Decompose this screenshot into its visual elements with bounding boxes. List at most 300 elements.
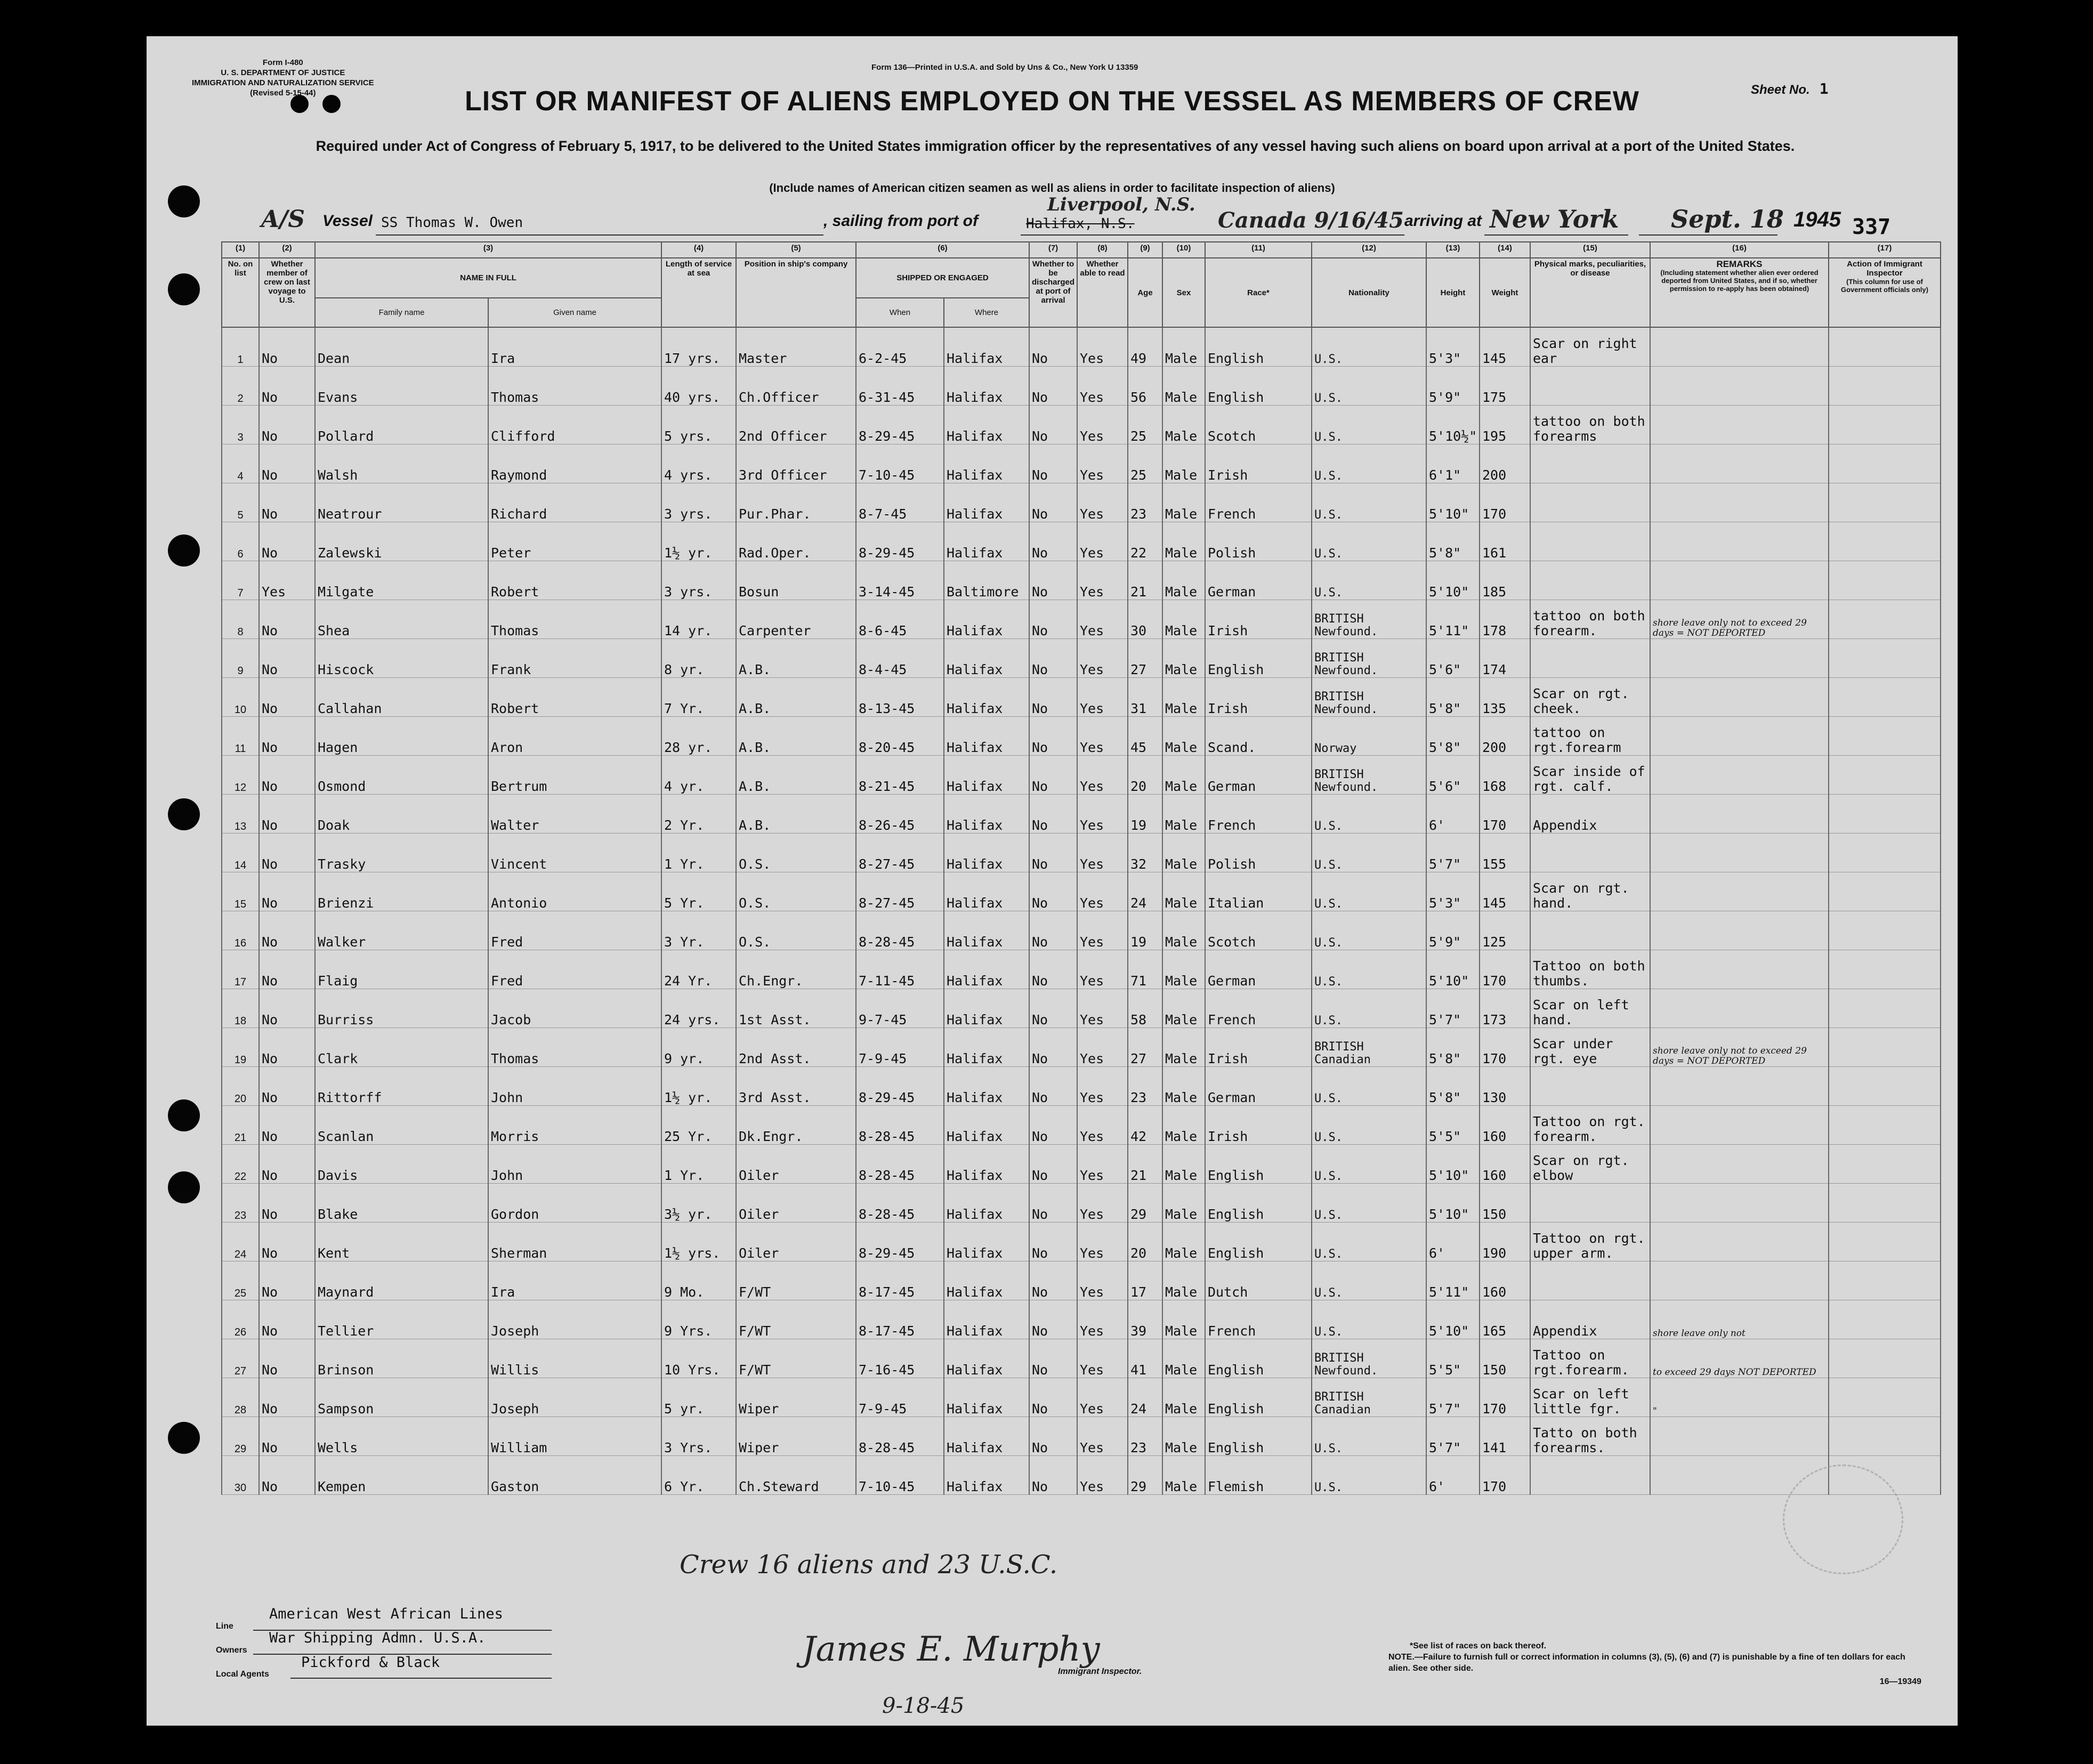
sex-cell: Male [1162, 1145, 1205, 1184]
discharged-cell: No [1029, 911, 1077, 950]
weight-cell: 170 [1480, 1456, 1530, 1495]
weight-cell: 170 [1480, 1028, 1530, 1067]
last-voyage-cell: No [259, 795, 315, 834]
owners-value: War Shipping Admn. U.S.A. [269, 1630, 486, 1646]
given-name-cell: Sherman [488, 1223, 661, 1261]
weight-cell: 190 [1480, 1223, 1530, 1261]
row-number: 22 [222, 1145, 259, 1184]
service-cell: 5 Yr. [661, 872, 736, 911]
remarks-cell [1650, 483, 1829, 522]
given-name-cell: William [488, 1417, 661, 1456]
position-cell: Bosun [736, 561, 856, 600]
nationality-cell: BRITISH Newfound. [1312, 1339, 1426, 1378]
weight-cell: 141 [1480, 1417, 1530, 1456]
nationality-cell: U.S. [1312, 367, 1426, 406]
race-cell: Irish [1205, 600, 1312, 639]
discharged-cell: No [1029, 717, 1077, 756]
race-cell: German [1205, 950, 1312, 989]
given-name-cell: John [488, 1067, 661, 1106]
race-cell: German [1205, 561, 1312, 600]
sex-cell: Male [1162, 1067, 1205, 1106]
able-to-read-cell: Yes [1077, 1456, 1128, 1495]
service-cell: 25 Yr. [661, 1106, 736, 1145]
table-row [222, 834, 1941, 872]
shipped-when-cell: 3-14-45 [856, 561, 944, 600]
weight-cell: 165 [1480, 1300, 1530, 1339]
row-number: 16 [222, 911, 259, 950]
remarks-cell [1650, 444, 1829, 483]
race-cell: English [1205, 1417, 1312, 1456]
sex-cell: Male [1162, 834, 1205, 872]
weight-cell: 174 [1480, 639, 1530, 678]
family-name-cell: Blake [315, 1184, 488, 1223]
height-cell: 5'11" [1426, 1261, 1480, 1300]
table-row [222, 600, 1941, 639]
age-cell: 25 [1128, 444, 1162, 483]
vessel-name: SS Thomas W. Owen [381, 215, 523, 231]
document-subtitle: Required under Act of Congress of February 5, 1917, to be delivered to the United States immigration officer by the representatives of any vessel having such aliens on board upon arrival at a port of the United States. [316, 138, 1795, 154]
race-cell: Flemish [1205, 1456, 1312, 1495]
agents-label: Local Agents [216, 1670, 269, 1679]
footnote-races: *See list of races on back thereof. [1410, 1641, 1547, 1650]
shipped-where-cell: Halifax [944, 717, 1029, 756]
shipped-when-cell: 8-7-45 [856, 483, 944, 522]
service-cell: 1 Yr. [661, 1145, 736, 1184]
family-name-cell: Brinson [315, 1339, 488, 1378]
age-cell: 19 [1128, 795, 1162, 834]
race-cell: Scotch [1205, 406, 1312, 444]
col-num: (4) [661, 242, 736, 258]
shipped-where-cell: Halifax [944, 406, 1029, 444]
height-cell: 5'7" [1426, 834, 1480, 872]
discharged-cell: No [1029, 600, 1077, 639]
header-shipped-engaged: SHIPPED OR ENGAGED [856, 258, 1029, 298]
nationality-cell: U.S. [1312, 561, 1426, 600]
position-cell: Carpenter [736, 600, 856, 639]
height-cell: 5'10½" [1426, 406, 1480, 444]
vessel-label: Vessel [322, 212, 373, 230]
row-number: 27 [222, 1339, 259, 1378]
able-to-read-cell: Yes [1077, 639, 1128, 678]
family-name-cell: Scanlan [315, 1106, 488, 1145]
weight-cell: 155 [1480, 834, 1530, 872]
manifest-number: 337 [1852, 215, 1891, 239]
position-cell: Wiper [736, 1417, 856, 1456]
given-name-cell: Richard [488, 483, 661, 522]
row-number: 23 [222, 1184, 259, 1223]
position-cell: Oiler [736, 1184, 856, 1223]
nationality-cell: U.S. [1312, 1145, 1426, 1184]
discharged-cell: No [1029, 795, 1077, 834]
sex-cell: Male [1162, 406, 1205, 444]
position-cell: 1st Asst. [736, 989, 856, 1028]
weight-cell: 160 [1480, 1106, 1530, 1145]
family-name-cell: Osmond [315, 756, 488, 795]
col-num: (9) [1128, 242, 1162, 258]
nationality-cell: U.S. [1312, 1417, 1426, 1456]
discharged-cell: No [1029, 639, 1077, 678]
remarks-cell [1650, 1223, 1829, 1261]
weight-cell: 175 [1480, 367, 1530, 406]
agents-value: Pickford & Black [301, 1654, 440, 1671]
sex-cell: Male [1162, 717, 1205, 756]
discharged-cell: No [1029, 1456, 1077, 1495]
last-voyage-cell: No [259, 950, 315, 989]
shipped-where-cell: Halifax [944, 678, 1029, 717]
header-inspector-action [1829, 258, 1941, 327]
manifest-sheet [147, 36, 1958, 1726]
remarks-cell [1650, 911, 1829, 950]
shipped-where-cell: Halifax [944, 483, 1029, 522]
discharged-cell: No [1029, 1417, 1077, 1456]
sex-cell: Male [1162, 678, 1205, 717]
sex-cell: Male [1162, 1184, 1205, 1223]
height-cell: 6' [1426, 1456, 1480, 1495]
physical-marks-cell: Scar under rgt. eye [1530, 1028, 1650, 1067]
physical-marks-cell: Appendix [1530, 795, 1650, 834]
position-cell: O.S. [736, 872, 856, 911]
col-num: (2) [259, 242, 315, 258]
shipped-where-cell: Halifax [944, 872, 1029, 911]
sex-cell: Male [1162, 795, 1205, 834]
family-name-cell: Trasky [315, 834, 488, 872]
underline [1484, 234, 1628, 236]
family-name-cell: Tellier [315, 1300, 488, 1339]
sailing-label: , sailing from port of [823, 212, 978, 230]
discharged-cell: No [1029, 327, 1077, 367]
last-voyage-cell: No [259, 1378, 315, 1417]
shipped-when-cell: 8-27-45 [856, 834, 944, 872]
weight-cell: 173 [1480, 989, 1530, 1028]
service-cell: 24 yrs. [661, 989, 736, 1028]
discharged-cell: No [1029, 756, 1077, 795]
shipped-where-cell: Halifax [944, 600, 1029, 639]
punch-hole [168, 1422, 200, 1454]
row-number: 30 [222, 1456, 259, 1495]
age-cell: 23 [1128, 1067, 1162, 1106]
nationality-cell: U.S. [1312, 1184, 1426, 1223]
able-to-read-cell: Yes [1077, 950, 1128, 989]
race-cell: German [1205, 1067, 1312, 1106]
inspector-action-cell [1829, 483, 1941, 522]
inspector-action-cell [1829, 872, 1941, 911]
weight-cell: 160 [1480, 1261, 1530, 1300]
age-cell: 21 [1128, 1145, 1162, 1184]
nationality-cell: U.S. [1312, 989, 1426, 1028]
physical-marks-cell: Scar on rgt. cheek. [1530, 678, 1650, 717]
age-cell: 19 [1128, 911, 1162, 950]
able-to-read-cell: Yes [1077, 367, 1128, 406]
position-cell: A.B. [736, 678, 856, 717]
punch-hole [168, 1171, 200, 1203]
shipped-when-cell: 9-7-45 [856, 989, 944, 1028]
age-cell: 24 [1128, 1378, 1162, 1417]
physical-marks-cell: Tatto on both forearms. [1530, 1417, 1650, 1456]
nationality-cell: U.S. [1312, 1300, 1426, 1339]
shipped-when-cell: 8-17-45 [856, 1261, 944, 1300]
inspector-action-cell [1829, 678, 1941, 717]
shipped-when-cell: 8-28-45 [856, 1184, 944, 1223]
age-cell: 71 [1128, 950, 1162, 989]
height-cell: 5'8" [1426, 1028, 1480, 1067]
last-voyage-cell: No [259, 444, 315, 483]
shipped-where-cell: Halifax [944, 367, 1029, 406]
position-cell: Oiler [736, 1223, 856, 1261]
age-cell: 17 [1128, 1261, 1162, 1300]
header-race: Race* [1205, 258, 1312, 327]
physical-marks-cell [1530, 1456, 1650, 1495]
col-num: (13) [1426, 242, 1480, 258]
physical-marks-cell [1530, 1067, 1650, 1106]
last-voyage-cell: No [259, 327, 315, 367]
service-cell: 40 yrs. [661, 367, 736, 406]
inspector-action-cell [1829, 834, 1941, 872]
service-cell: 1½ yr. [661, 522, 736, 561]
shipped-when-cell: 8-20-45 [856, 717, 944, 756]
col-num: (12) [1312, 242, 1426, 258]
height-cell: 5'10" [1426, 1184, 1480, 1223]
position-cell: Master [736, 327, 856, 367]
table-row [222, 717, 1941, 756]
service-cell: 10 Yrs. [661, 1339, 736, 1378]
service-cell: 9 yr. [661, 1028, 736, 1067]
age-cell: 20 [1128, 756, 1162, 795]
age-cell: 49 [1128, 327, 1162, 367]
inspector-action-cell [1829, 1028, 1941, 1067]
underline [1639, 234, 1777, 236]
family-name-cell: Evans [315, 367, 488, 406]
shipped-when-cell: 8-28-45 [856, 1417, 944, 1456]
remarks-cell [1650, 756, 1829, 795]
inspector-action-cell [1829, 1261, 1941, 1300]
given-name-cell: Robert [488, 561, 661, 600]
physical-marks-cell: Scar inside of rgt. calf. [1530, 756, 1650, 795]
position-cell: 2nd Asst. [736, 1028, 856, 1067]
family-name-cell: Milgate [315, 561, 488, 600]
remarks-cell [1650, 678, 1829, 717]
physical-marks-cell [1530, 639, 1650, 678]
weight-cell: 200 [1480, 444, 1530, 483]
service-cell: 1½ yrs. [661, 1223, 736, 1261]
discharged-cell: No [1029, 1145, 1077, 1184]
remarks-cell [1650, 367, 1829, 406]
age-cell: 41 [1128, 1339, 1162, 1378]
header-when: When [856, 298, 944, 327]
table-row [222, 1145, 1941, 1184]
row-number: 12 [222, 756, 259, 795]
shipped-when-cell: 8-28-45 [856, 1145, 944, 1184]
height-cell: 5'3" [1426, 327, 1480, 367]
table-row [222, 483, 1941, 522]
inspector-action-cell [1829, 639, 1941, 678]
row-number: 5 [222, 483, 259, 522]
table-row [222, 1028, 1941, 1067]
height-cell: 6' [1426, 1223, 1480, 1261]
header-last-voyage: Whether member of crew on last voyage to U.S. [259, 258, 315, 327]
given-name-cell: Fred [488, 950, 661, 989]
row-number: 18 [222, 989, 259, 1028]
discharged-cell: No [1029, 561, 1077, 600]
last-voyage-cell: No [259, 406, 315, 444]
service-cell: 14 yr. [661, 600, 736, 639]
family-name-cell: Clark [315, 1028, 488, 1067]
weight-cell: 161 [1480, 522, 1530, 561]
physical-marks-cell [1530, 367, 1650, 406]
table-row [222, 444, 1941, 483]
shipped-when-cell: 8-13-45 [856, 678, 944, 717]
service-cell: 3 yrs. [661, 561, 736, 600]
able-to-read-cell: Yes [1077, 406, 1128, 444]
crew-manifest-table [221, 241, 1941, 1495]
age-cell: 45 [1128, 717, 1162, 756]
nationality-cell: U.S. [1312, 795, 1426, 834]
row-number: 14 [222, 834, 259, 872]
weight-cell: 145 [1480, 327, 1530, 367]
table-row [222, 1339, 1941, 1378]
height-cell: 5'9" [1426, 367, 1480, 406]
row-number: 13 [222, 795, 259, 834]
header-position: Position in ship's company [736, 258, 856, 327]
able-to-read-cell: Yes [1077, 1028, 1128, 1067]
position-cell: F/WT [736, 1261, 856, 1300]
age-cell: 29 [1128, 1456, 1162, 1495]
race-cell: Polish [1205, 834, 1312, 872]
race-cell: German [1205, 756, 1312, 795]
shipped-when-cell: 8-4-45 [856, 639, 944, 678]
position-cell: Wiper [736, 1378, 856, 1417]
given-name-cell: John [488, 1145, 661, 1184]
able-to-read-cell: Yes [1077, 1417, 1128, 1456]
last-voyage-cell: No [259, 717, 315, 756]
remarks-cell: shore leave only not [1650, 1300, 1829, 1339]
age-cell: 22 [1128, 522, 1162, 561]
race-cell: Scand. [1205, 717, 1312, 756]
race-cell: Irish [1205, 444, 1312, 483]
race-cell: French [1205, 795, 1312, 834]
nationality-cell: BRITISH Newfound. [1312, 756, 1426, 795]
sex-cell: Male [1162, 1261, 1205, 1300]
given-name-cell: Vincent [488, 834, 661, 872]
remarks-subtitle: (Including statement whether alien ever ordered deported from United States, and if so, whether permission to re-apply has been obtained) [1660, 269, 1819, 293]
col-num: (3) [315, 242, 661, 258]
family-name-cell: Callahan [315, 678, 488, 717]
position-cell: Ch.Steward [736, 1456, 856, 1495]
last-voyage-cell: No [259, 1300, 315, 1339]
able-to-read-cell: Yes [1077, 1378, 1128, 1417]
table-row [222, 367, 1941, 406]
punch-hole [168, 535, 200, 567]
service-cell: 7 Yr. [661, 678, 736, 717]
table-row [222, 1067, 1941, 1106]
form-number: Form I-480 [262, 58, 303, 67]
discharged-cell: No [1029, 989, 1077, 1028]
arrival-year: 1945 [1793, 208, 1841, 231]
nationality-cell: U.S. [1312, 483, 1426, 522]
given-name-cell: Bertrum [488, 756, 661, 795]
column-header-row [222, 258, 1941, 298]
inspector-action-cell [1829, 1184, 1941, 1223]
col-num: (5) [736, 242, 856, 258]
sex-cell: Male [1162, 327, 1205, 367]
sex-cell: Male [1162, 756, 1205, 795]
physical-marks-cell [1530, 1184, 1650, 1223]
position-cell: Pur.Phar. [736, 483, 856, 522]
underline [376, 234, 823, 236]
header-sex: Sex [1162, 258, 1205, 327]
shipped-when-cell: 8-28-45 [856, 911, 944, 950]
family-name-cell: Wells [315, 1417, 488, 1456]
shipped-where-cell: Baltimore [944, 561, 1029, 600]
race-cell: English [1205, 1223, 1312, 1261]
column-number-row [222, 242, 1941, 258]
sheet-label: Sheet No. [1751, 83, 1810, 97]
sex-cell: Male [1162, 1378, 1205, 1417]
weight-cell: 125 [1480, 911, 1530, 950]
given-name-cell: Jacob [488, 989, 661, 1028]
table-row [222, 1378, 1941, 1417]
given-name-cell: Ira [488, 327, 661, 367]
given-name-cell: Walter [488, 795, 661, 834]
header-discharged: Whether to be discharged at port of arrival [1029, 258, 1077, 327]
given-name-cell: Gordon [488, 1184, 661, 1223]
sex-cell: Male [1162, 1339, 1205, 1378]
height-cell: 5'10" [1426, 950, 1480, 989]
last-voyage-cell: No [259, 872, 315, 911]
shipped-when-cell: 8-26-45 [856, 795, 944, 834]
table-row [222, 1223, 1941, 1261]
given-name-cell: Clifford [488, 406, 661, 444]
nationality-cell: BRITISH Newfound. [1312, 600, 1426, 639]
remarks-cell [1650, 872, 1829, 911]
header-nationality: Nationality [1312, 258, 1426, 327]
discharged-cell: No [1029, 406, 1077, 444]
height-cell: 5'7" [1426, 989, 1480, 1028]
family-name-cell: Flaig [315, 950, 488, 989]
discharged-cell: No [1029, 950, 1077, 989]
shipped-where-cell: Halifax [944, 1417, 1029, 1456]
family-name-cell: Shea [315, 600, 488, 639]
race-cell: English [1205, 639, 1312, 678]
inspector-label: Immigrant Inspector. [1058, 1667, 1142, 1676]
header-given-name: Given name [488, 298, 661, 327]
nationality-cell: U.S. [1312, 406, 1426, 444]
position-cell: 3rd Officer [736, 444, 856, 483]
col-num: (7) [1029, 242, 1077, 258]
race-cell: English [1205, 367, 1312, 406]
service-cell: 1 Yr. [661, 834, 736, 872]
last-voyage-cell: No [259, 483, 315, 522]
inspector-action-cell [1829, 1300, 1941, 1339]
position-cell: F/WT [736, 1339, 856, 1378]
able-to-read-cell: Yes [1077, 483, 1128, 522]
race-cell: French [1205, 483, 1312, 522]
inspector-action-cell [1829, 561, 1941, 600]
service-cell: 8 yr. [661, 639, 736, 678]
header-no-on-list: No. on list [222, 258, 259, 327]
row-number: 2 [222, 367, 259, 406]
inspector-action-cell [1829, 1067, 1941, 1106]
able-to-read-cell: Yes [1077, 600, 1128, 639]
family-name-cell: Walsh [315, 444, 488, 483]
nationality-cell: BRITISH Newfound. [1312, 678, 1426, 717]
shipped-where-cell: Halifax [944, 1106, 1029, 1145]
height-cell: 5'3" [1426, 872, 1480, 911]
shipped-where-cell: Halifax [944, 1067, 1029, 1106]
able-to-read-cell: Yes [1077, 834, 1128, 872]
col-num: (11) [1205, 242, 1312, 258]
printer-line: Form 136—Printed in U.S.A. and Sold by Uns & Co., New York U 13359 [871, 63, 1138, 72]
service-cell: 24 Yr. [661, 950, 736, 989]
